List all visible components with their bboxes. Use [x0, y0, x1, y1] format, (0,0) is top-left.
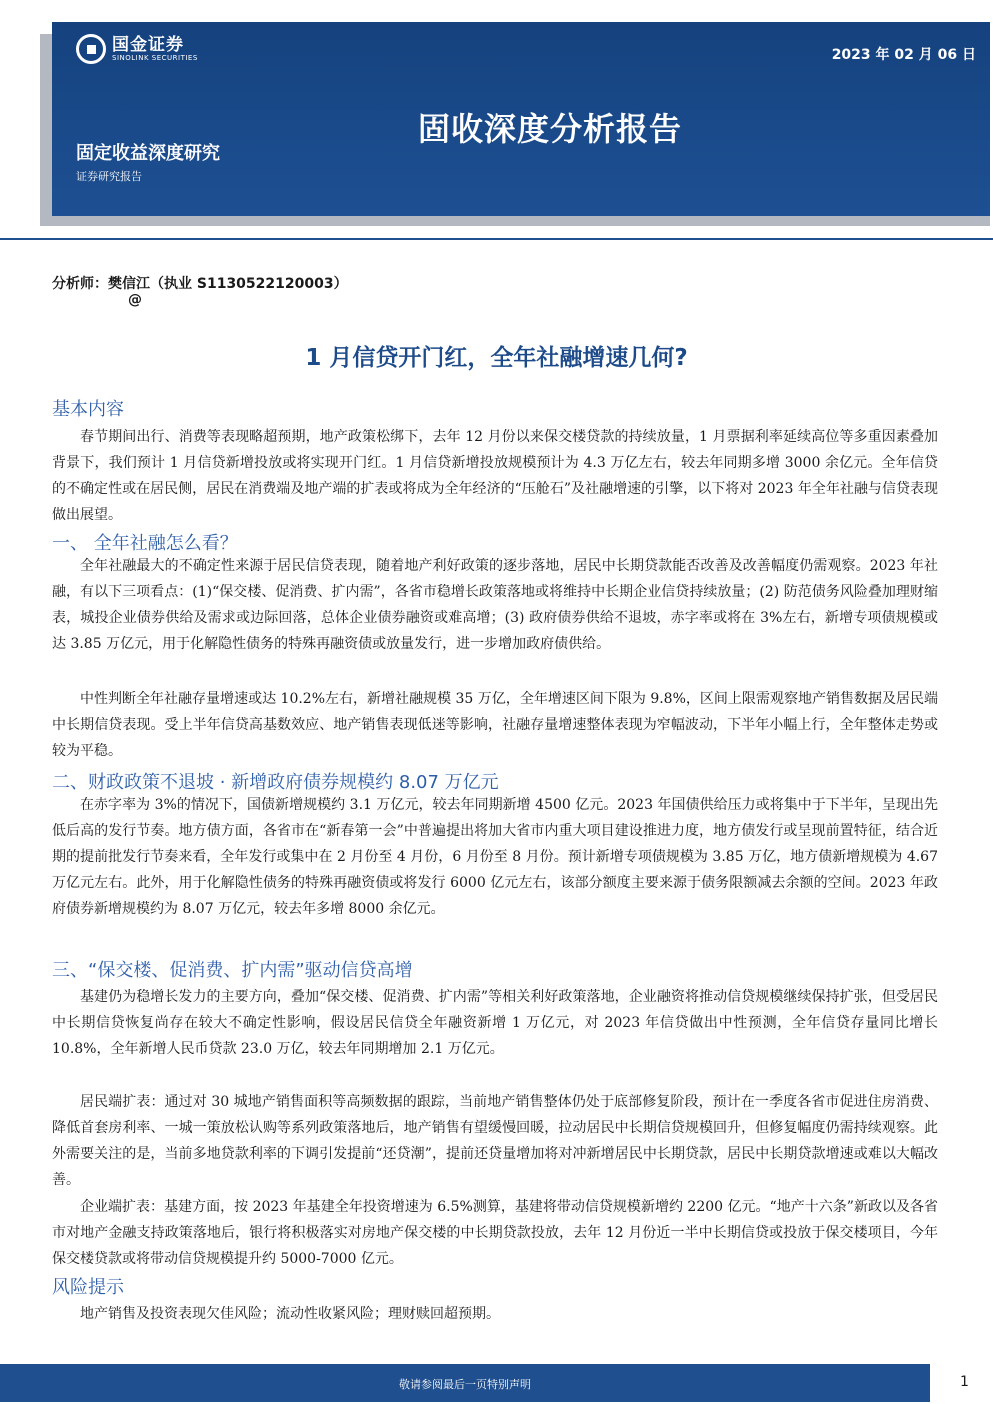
paragraph-3-1: 基建仍为稳增长发力的主要方向，叠加“保交楼、促消费、扩内需”等相关利好政策落地，企业融资将推动信贷规模继续保持扩张，但受居民中长期信贷恢复尚存在较大不确定性影响，假设居民信贷全年融资新增 1 万亿元，对 2023 年信贷做出中性预测，全年信贷存量同比增长 10.8%，全年新增人民币贷款 23.0 万亿，较去年同期增加 2.1 万亿元。: [52, 989, 938, 1057]
report-date: 2023 年 02 月 06 日: [831, 47, 976, 63]
report-subtitle: 固定收益深度研究: [76, 143, 220, 164]
section-heading-2: 二、财政政策不退坡 · 新增政府债券规模约 8.07 万亿元: [52, 772, 499, 793]
paragraph-summary: 春节期间出行、消费等表现略超预期，地产政策松绑下，去年 12 月份以来保交楼贷款的持续放量，1 月票据利率延续高位等多重因素叠加背景下，我们预计 1 月信贷新增投放或将实现开门红。1 月信贷新增投放规模预计为 4.3 万亿左右，较去年同期多增 3000 余亿元。全年信贷的不确定性或在居民侧，居民在消费端及地产端的扩表或将成为全年经济的“压舱石”及社融增速的引擎，以下将对 2023 年全年社融与信贷表现做出展望。: [52, 429, 938, 523]
paragraph-3-3: 企业端扩表：基建方面，按 2023 年基建全年投资增速为 6.5%测算，基建将带动信贷规模新增约 2200 亿元。“地产十六条”新政以及各省市对地产金融支持政策落地后，银行将积极落实对房地产保交楼的中长期贷款投放，去年 12 月份近一半中长期信贷或投放于保交楼项目，今年保交楼贷款或将带动信贷规模提升约 5000-7000 亿元。: [52, 1199, 938, 1267]
article-headline: 1 月信贷开门红，全年社融增速几何?: [305, 345, 688, 371]
section-heading-summary: 基本内容: [52, 399, 124, 420]
paragraph-2-1: 在赤字率为 3%的情况下，国债新增规模约 3.1 万亿元，较去年同期新增 4500 亿元。2023 年国债供给压力或将集中于下半年，呈现出先低后高的发行节奏。地方债方面，各省市在“新春第一会”中普遍提出将加大省市内重大项目建设推进力度，地方债发行或呈现前置特征，结合近期的提前批发行节奏来看，全年发行或集中在 2 月份至 4 月份，6 月份至 8 月份。预计新增专项债规模为 3.85 万亿，地方债新增规模为 4.67 万亿元左右。此外，用于化解隐性债务的特殊再融资债或将发行 6000 亿元左右，该部分额度主要来源于债务限额减去余额的空间。2023 年政府债券新增规模约为 8.07 万亿元，较去年多增 8000 余亿元。: [52, 797, 938, 917]
logo-cn-text: 国金证券: [112, 34, 184, 55]
paragraph-1-1: 全年社融最大的不确定性来源于居民信贷表现，随着地产利好政策的逐步落地，居民中长期贷款能否改善及改善幅度仍需观察。2023 年社融，有以下三项看点：(1)“保交楼、促消费、扩内需”，各省市稳增长政策落地或将维持中长期企业信贷持续放量；(2) 防范债务风险叠加理财缩表，城投企业债券供给及需求或边际回落，总体企业债券融资或难高增；(3) 政府债券供给不退坡，赤字率或将在 3%左右，新增专项债规模或达 3.85 万亿元，用于化解隐性债务的特殊再融资债或放量发行，进一步增加政府债供给。: [52, 558, 938, 652]
report-type: 证券研究报告: [76, 170, 142, 183]
section-heading-1: 一、 全年社融怎么看？: [52, 533, 238, 554]
report-title: 固收深度分析报告: [418, 110, 683, 148]
footer-notice: 敬请参阅最后一页特别声明: [399, 1378, 531, 1391]
logo-icon: [76, 34, 106, 64]
section-heading-risk: 风险提示: [52, 1277, 124, 1298]
page-number: 1: [960, 1374, 969, 1390]
paragraph-risk: 地产销售及投资表现欠佳风险；流动性收紧风险；理财赎回超预期。: [80, 1306, 500, 1322]
paragraph-1-2: 中性判断全年社融存量增速或达 10.2%左右，新增社融规模 35 万亿，全年增速区间下限为 9.8%，区间上限需观察地产销售数据及居民端中长期信贷表现。受上半年信贷高基数效应、地产销售表现低迷等影响，社融存量增速整体表现为窄幅波动，下半年小幅上行，全年整体走势或较为平稳。: [52, 691, 938, 759]
company-logo: [76, 34, 198, 64]
paragraph-3-2: 居民端扩表：通过对 30 城地产销售面积等高频数据的跟踪，当前地产销售整体仍处于底部修复阶段，预计在一季度各省市促进住房消费、降低首套房利率、一城一策放松认购等系列政策落地后，地产销售有望缓慢回暖，拉动居民中长期信贷规模回升，但修复幅度仍需持续观察。此外需要关注的是，当前多地贷款利率的下调引发提前“还贷潮”，提前还贷量增加将对冲新增居民中长期贷款，居民中长期贷款增速或难以大幅改善。: [52, 1094, 938, 1188]
analyst-info: 分析师：樊信江（执业 S1130522120003）: [52, 276, 348, 292]
header-divider: [0, 238, 993, 240]
logo-en-text: SINOLINK SECURITIES: [112, 53, 198, 62]
header-banner: [52, 22, 990, 216]
section-heading-3: 三、“保交楼、促消费、扩内需”驱动信贷高增: [52, 960, 413, 981]
analyst-email: @: [128, 292, 142, 308]
